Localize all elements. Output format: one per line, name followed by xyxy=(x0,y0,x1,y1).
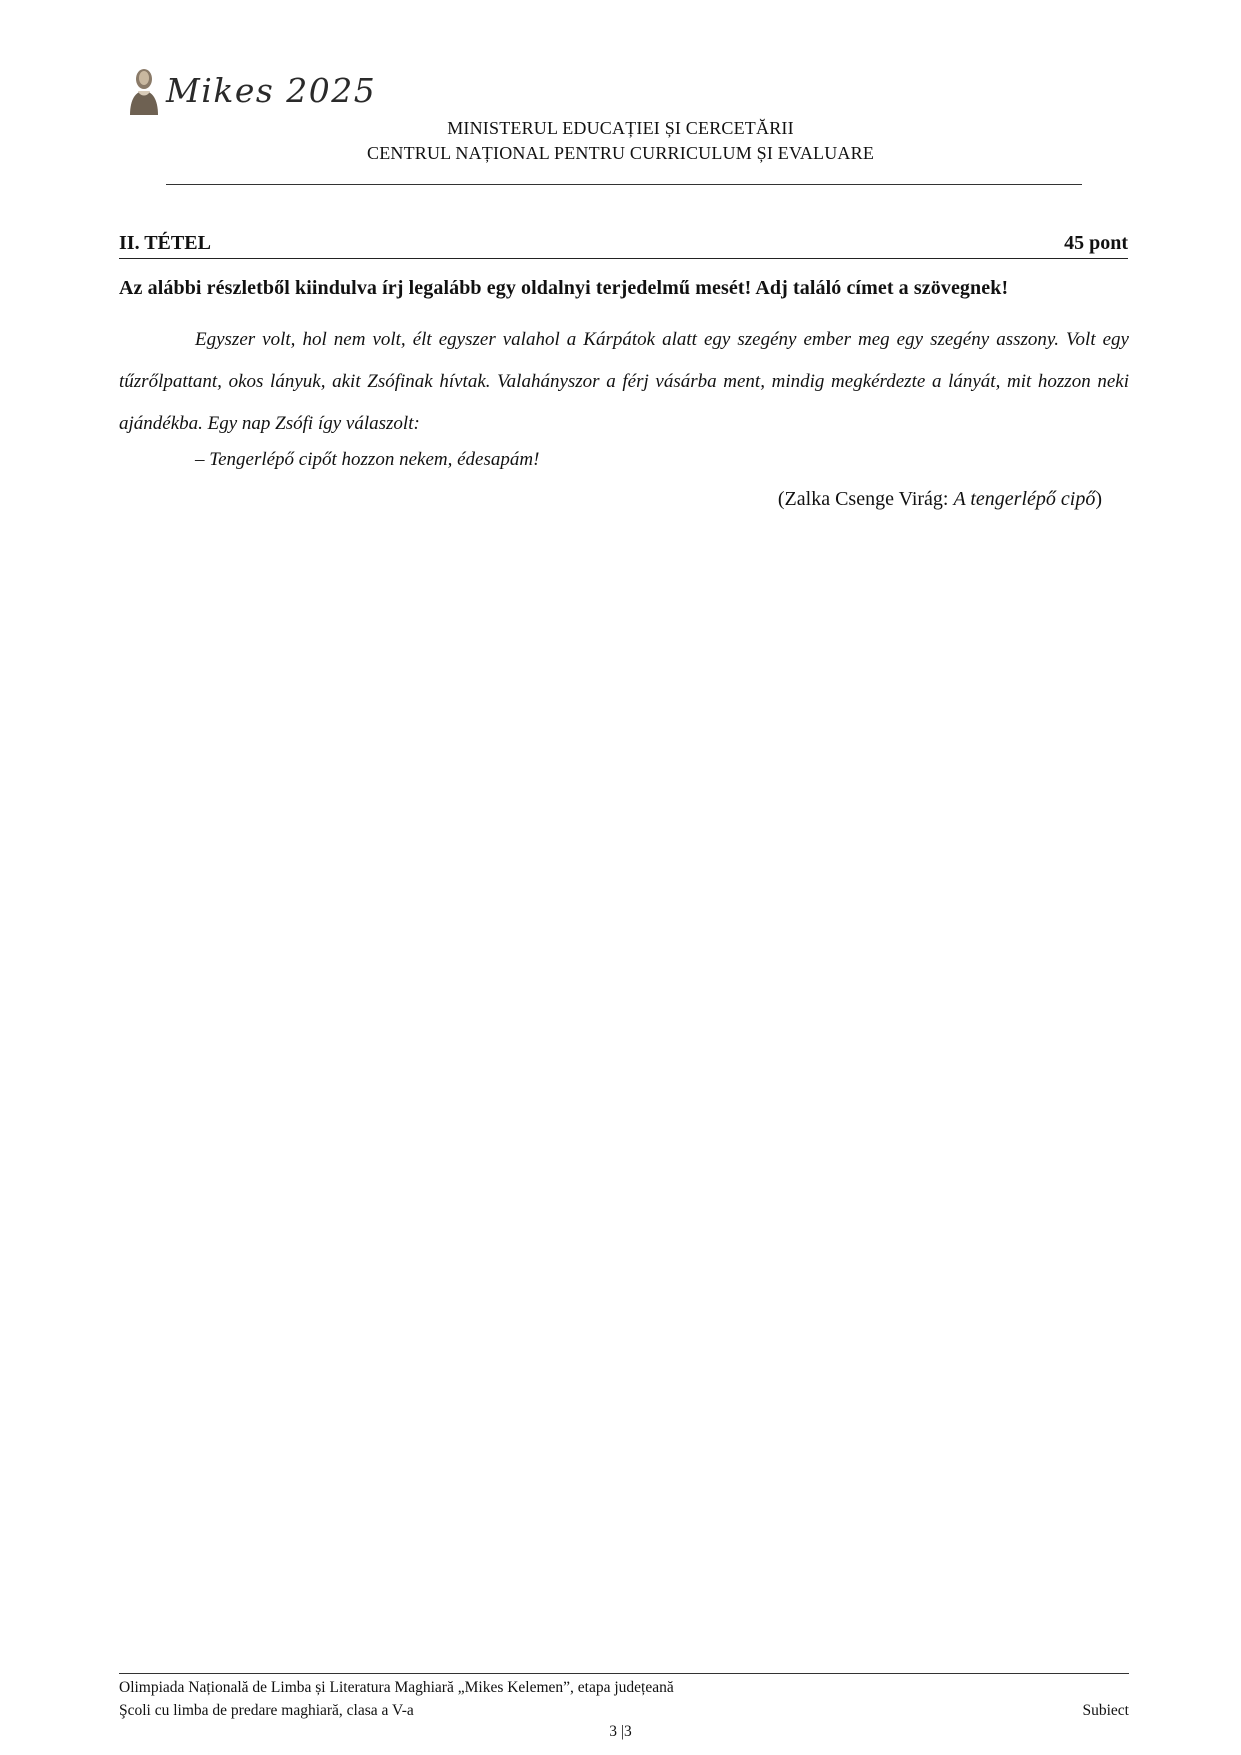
header-divider xyxy=(166,184,1082,185)
citation-work: A tengerlépő cipő xyxy=(953,488,1096,510)
footer-label: Subiect xyxy=(1082,1702,1129,1719)
excerpt-dialog: – Tengerlépő cipőt hozzon nekem, édesapám! xyxy=(195,449,540,470)
footer-school-row xyxy=(119,1699,1129,1722)
center-title: CENTRUL NAȚIONAL PENTRU CURRICULUM ȘI EVALUARE xyxy=(366,143,875,163)
page-number: 3 |3 xyxy=(609,1723,632,1740)
excerpt-text xyxy=(119,319,1129,445)
section-title: II. TÉTEL xyxy=(119,232,211,254)
section-points: 45 pont xyxy=(1064,232,1128,254)
footer-school: Şcoli cu limba de predare maghiară, clasa a V-a xyxy=(119,1702,414,1719)
citation xyxy=(778,488,1102,511)
section-heading xyxy=(119,232,1128,259)
citation-author: (Zalka Csenge Virág: xyxy=(777,488,954,510)
citation-close: ) xyxy=(1095,488,1102,510)
logo-text: Mikes 2025 xyxy=(166,70,377,110)
task-instruction: Az alábbi részletből kiindulva írj legalább egy oldalnyi terjedelmű mesét! Adj találó címet a szövegnek! xyxy=(119,277,1009,299)
ministry-title: MINISTERUL EDUCAȚIEI ȘI CERCETĂRII xyxy=(447,118,794,138)
logo xyxy=(124,64,376,116)
footer-divider xyxy=(119,1673,1129,1674)
excerpt-paragraph: Egyszer volt, hol nem volt, élt egyszer valahol a Kárpátok alatt egy szegény ember meg egy szegény asszony. Volt egy tűzrőlpattant, okos lányuk, akit Zsófinak hívtak. Valahányszor a férj vásárba ment, mindig megkérdezte a lányát, mit hozzon neki ajándékba. Egy nap Zsófi így válaszolt: xyxy=(119,329,1129,434)
portrait-icon xyxy=(124,65,164,115)
footer-olympiad: Olimpiada Națională de Limba și Literatura Maghiară „Mikes Kelemen”, etapa județeană xyxy=(119,1679,674,1696)
